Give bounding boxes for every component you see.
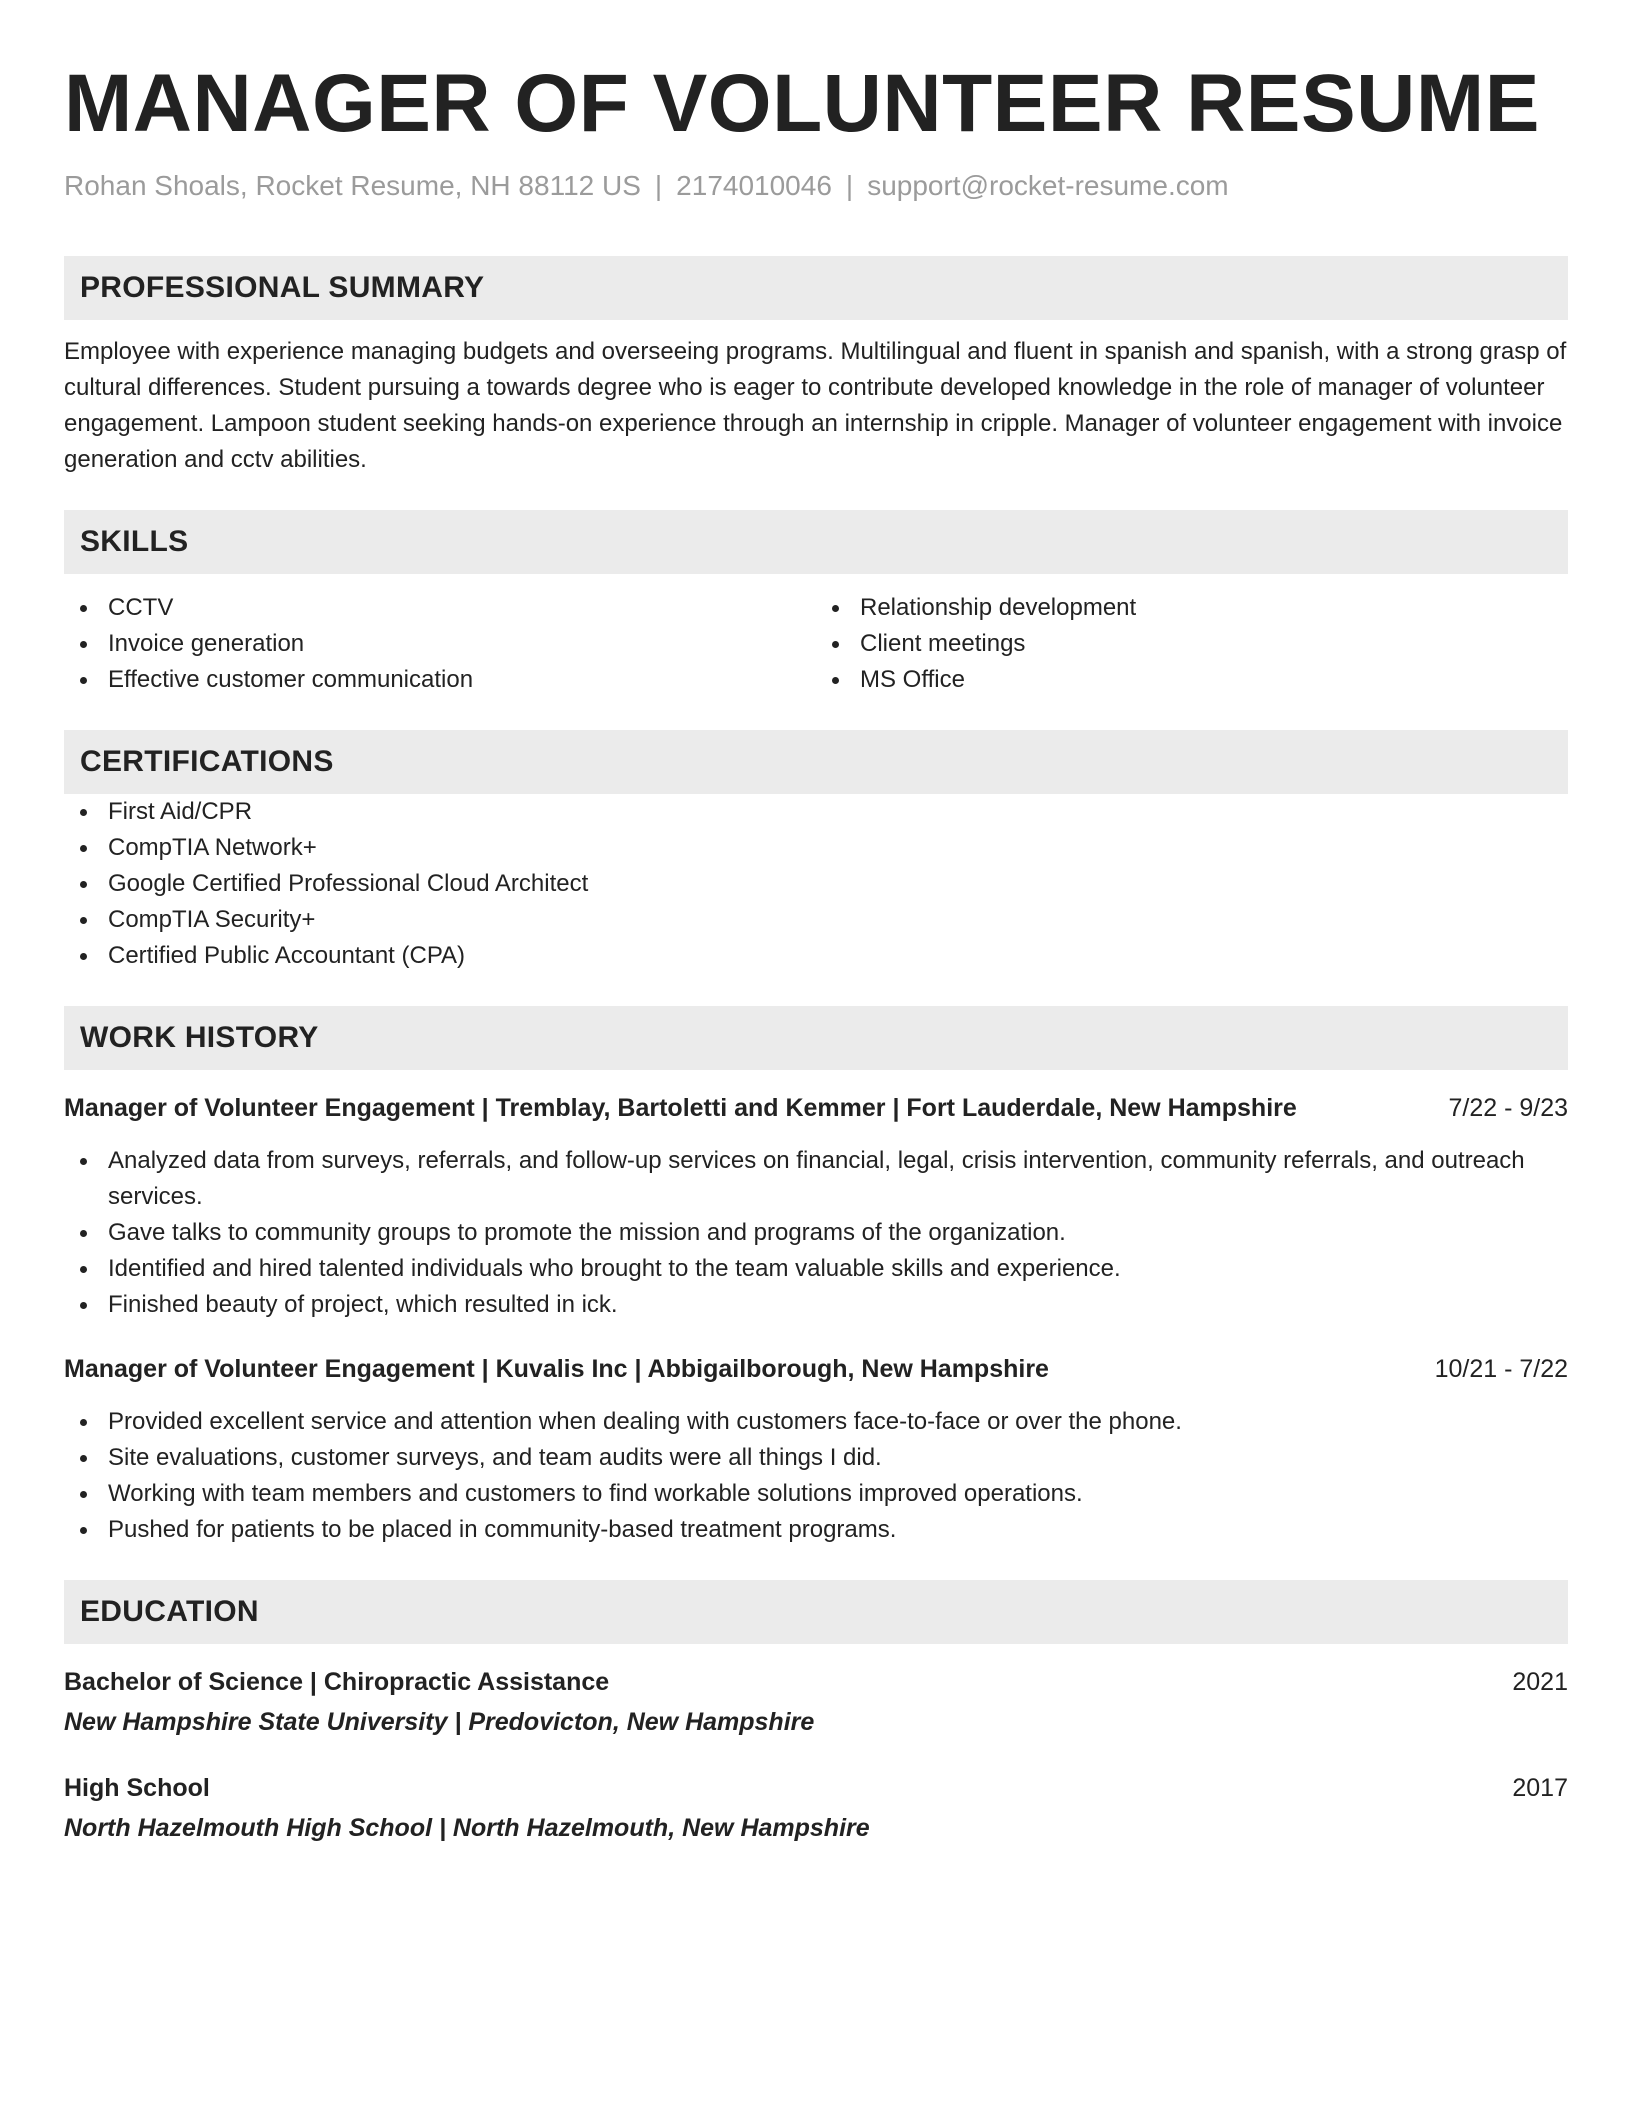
job-entry: [64, 1090, 1568, 1323]
contact-separator: |: [845, 170, 854, 201]
skill-item: CCTV: [64, 590, 816, 626]
job-header: [64, 1351, 1568, 1387]
skills-list: [64, 590, 1568, 698]
education-year: 2021: [1512, 1668, 1568, 1696]
education-header: [64, 1770, 1568, 1806]
skill-item: Relationship development: [816, 590, 1568, 626]
summary-text: Employee with experience managing budgets and overseeing programs. Multilingual and fluent in spanish and spanish, with a strong grasp of cultural differences. Student pursuing a towards degree who is eager to contribute developed knowledge in the role of manager of volunteer engagement. Lampoon student seeking hands-on experience through an internship in cripple. Manager of volunteer engagement with invoice generation and cctv abilities.: [64, 338, 1567, 473]
job-bullet: Provided excellent service and attention when dealing with customers face-to-face or over the phone.: [64, 1404, 1568, 1440]
contact-email: support@rocket-resume.com: [867, 170, 1229, 201]
section-header-summary: PROFESSIONAL SUMMARY: [64, 256, 1568, 320]
job-bullet: Working with team members and customers to find workable solutions improved operations.: [64, 1476, 1568, 1512]
contact-separator: |: [654, 170, 663, 201]
job-bullet: Gave talks to community groups to promote the mission and programs of the organization.: [64, 1215, 1568, 1251]
job-header: [64, 1090, 1568, 1126]
education-header: [64, 1664, 1568, 1700]
certification-item: Google Certified Professional Cloud Architect: [64, 866, 1568, 902]
skill-item: Effective customer communication: [64, 662, 816, 698]
contact-line: [64, 166, 1568, 206]
job-bullet: Pushed for patients to be placed in community-based treatment programs.: [64, 1512, 1568, 1548]
job-title: Manager of Volunteer Engagement | Tremblay, Bartoletti and Kemmer | Fort Lauderdale, New Hampshire: [64, 1094, 1297, 1122]
section-header-skills: SKILLS: [64, 510, 1568, 574]
skill-item: Invoice generation: [64, 626, 816, 662]
job-dates: 7/22 - 9/23: [1448, 1094, 1568, 1122]
certifications-list: [64, 794, 1568, 974]
job-bullet: Analyzed data from surveys, referrals, and follow-up services on financial, legal, crisis intervention, community referrals, and outreach services.: [64, 1143, 1568, 1215]
contact-address: Rohan Shoals, Rocket Resume, NH 88112 US: [64, 170, 641, 201]
skills-column-left: [64, 590, 816, 698]
education-entry: [64, 1664, 1568, 1740]
section-header-work-history: WORK HISTORY: [64, 1006, 1568, 1070]
job-bullets: [64, 1404, 1568, 1548]
education-school: North Hazelmouth High School | North Hazelmouth, New Hampshire: [64, 1814, 870, 1842]
certification-item: First Aid/CPR: [64, 794, 1568, 830]
section-header-certifications: CERTIFICATIONS: [64, 730, 1568, 794]
certification-item: CompTIA Security+: [64, 902, 1568, 938]
education-degree: Bachelor of Science | Chiropractic Assistance: [64, 1668, 610, 1696]
certification-item: CompTIA Network+: [64, 830, 1568, 866]
education-year: 2017: [1512, 1774, 1568, 1802]
section-header-education: EDUCATION: [64, 1580, 1568, 1644]
education-entry: [64, 1770, 1568, 1846]
certification-item: Certified Public Accountant (CPA): [64, 938, 1568, 974]
job-entry: [64, 1351, 1568, 1548]
job-bullet: Finished beauty of project, which resulted in ick.: [64, 1287, 1568, 1323]
job-bullet: Identified and hired talented individuals who brought to the team valuable skills and experience.: [64, 1251, 1568, 1287]
contact-phone: 2174010046: [676, 170, 832, 201]
skills-column-right: [816, 590, 1568, 698]
skill-item: Client meetings: [816, 626, 1568, 662]
education-school: New Hampshire State University | Predovicton, New Hampshire: [64, 1708, 815, 1736]
job-bullet: Site evaluations, customer surveys, and team audits were all things I did.: [64, 1440, 1568, 1476]
resume-title: MANAGER OF VOLUNTEER RESUME: [64, 58, 1540, 149]
job-dates: 10/21 - 7/22: [1434, 1355, 1568, 1383]
skill-item: MS Office: [816, 662, 1568, 698]
education-degree: High School: [64, 1774, 210, 1802]
job-bullets: [64, 1143, 1568, 1323]
job-title: Manager of Volunteer Engagement | Kuvalis Inc | Abbigailborough, New Hampshire: [64, 1355, 1049, 1383]
